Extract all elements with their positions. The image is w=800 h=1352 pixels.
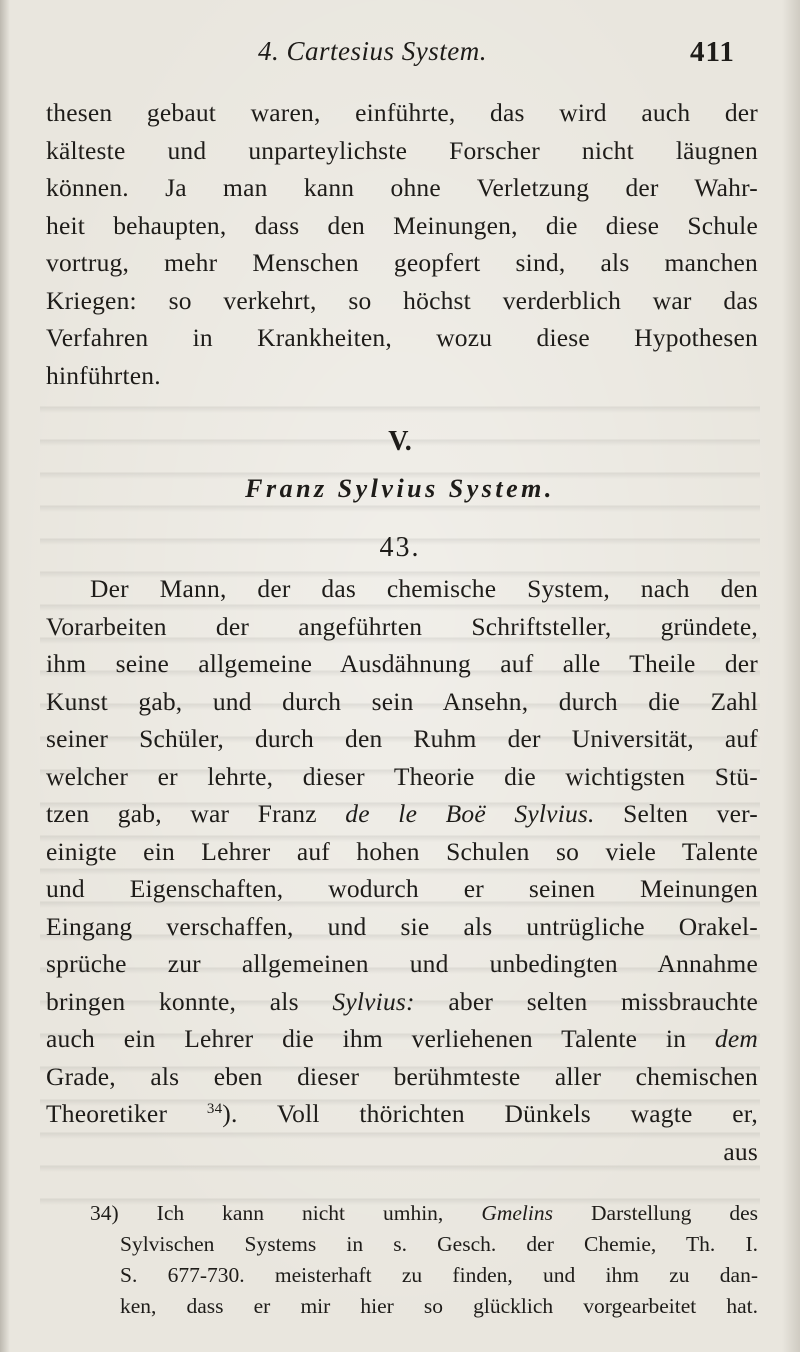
paragraph-continuation xyxy=(46,94,758,394)
text-segment: ). Voll thörichten Dünkels wagte er, xyxy=(222,1099,759,1128)
text-segment: Selten ver- xyxy=(594,799,758,828)
text-line: Eingang verschaffen, und sie als untrügliche Orakel- xyxy=(46,911,758,941)
text-line: Grade, als eben dieser berühmteste aller chemischen xyxy=(46,1061,758,1091)
page-number: 411 xyxy=(690,36,735,68)
running-title: 4. Cartesius System. xyxy=(258,36,487,66)
section-title: Franz Sylvius System. xyxy=(245,474,555,503)
text-segment: bringen konnte, als xyxy=(46,986,333,1016)
text-segment: Theoretiker xyxy=(46,1099,207,1128)
text-line: einigte ein Lehrer auf hohen Schulen so viele Talente xyxy=(46,836,758,866)
person-name: Gmelins xyxy=(481,1201,553,1225)
text-segment: auch ein Lehrer die ihm verliehenen Talente in xyxy=(46,1024,715,1053)
catchword: aus xyxy=(723,1136,758,1166)
text-line: seiner Schüler, durch den Ruhm der Universität, auf xyxy=(46,724,758,753)
text-line: Der Mann, der das chemische System, nach den xyxy=(90,574,758,603)
text-segment: aber selten missbrauchte xyxy=(414,986,759,1016)
text-line: können. Ja man kann ohne Verletzung der Wahr- xyxy=(46,173,758,202)
text-segment: tzen gab, war Franz xyxy=(46,799,346,828)
footnote-line: ken, dass er mir hier so glücklich vorgearbeitet hat. xyxy=(120,1294,758,1318)
text-line: Verfahren in Krankheiten, wozu diese Hypothesen xyxy=(46,323,758,352)
text-line: und Eigenschaften, wodurch er seinen Meinungen xyxy=(46,874,758,903)
footnote xyxy=(90,1198,758,1322)
text-line: thesen gebaut waren, einführte, das wird auch der xyxy=(46,98,758,127)
footnote-line xyxy=(90,1198,758,1229)
text-line: vortrug, mehr Menschen geopfert sind, als manchen xyxy=(46,248,758,277)
paragraph-43 xyxy=(46,570,758,1170)
person-name: Sylvius: xyxy=(332,986,415,1016)
text-line: heit behaupten, dass den Meinungen, die diese Schule xyxy=(46,210,758,240)
text-line xyxy=(46,1020,758,1058)
text-segment: Darstellung des xyxy=(553,1201,759,1225)
footnote-line: S. 677-730. meisterhaft zu finden, und ihm zu dan- xyxy=(120,1263,758,1287)
text-line: Vorarbeiten der angeführten Schriftsteller, gründete, xyxy=(46,611,758,641)
page-edge-shadow-right xyxy=(782,0,800,1352)
text-line: kälteste und unparteylichste Forscher nicht läugnen xyxy=(46,135,758,165)
running-head xyxy=(0,36,800,80)
page-edge-shadow-left xyxy=(0,0,10,1352)
section-numeral: V. xyxy=(388,426,412,457)
text-line: hinführten. xyxy=(46,360,161,390)
text-line: sprüche zur allgemeinen und unbedingten Annahme xyxy=(46,949,758,978)
text-segment: 34) Ich kann nicht umhin, xyxy=(90,1201,482,1225)
text-line: ihm seine allgemeine Ausdähnung auf alle Theile der xyxy=(46,649,758,678)
text-line xyxy=(46,795,758,833)
emphasized-word: dem xyxy=(714,1024,758,1053)
footnote-reference: 34 xyxy=(206,1101,223,1117)
text-line: welcher er lehrte, dieser Theorie die wichtigsten Stü- xyxy=(46,761,758,791)
text-line xyxy=(46,983,758,1021)
paragraph-number: 43. xyxy=(379,532,421,563)
text-line: Kriegen: so verkehrt, so höchst verderblich war das xyxy=(46,285,758,315)
person-name: de le Boë Sylvius. xyxy=(345,799,595,828)
text-line: Kunst gab, und durch sein Ansehn, durch die Zahl xyxy=(46,686,758,716)
footnote-line: Sylvischen Systems in s. Gesch. der Chemie, Th. I. xyxy=(120,1232,758,1256)
text-line xyxy=(46,1095,758,1133)
